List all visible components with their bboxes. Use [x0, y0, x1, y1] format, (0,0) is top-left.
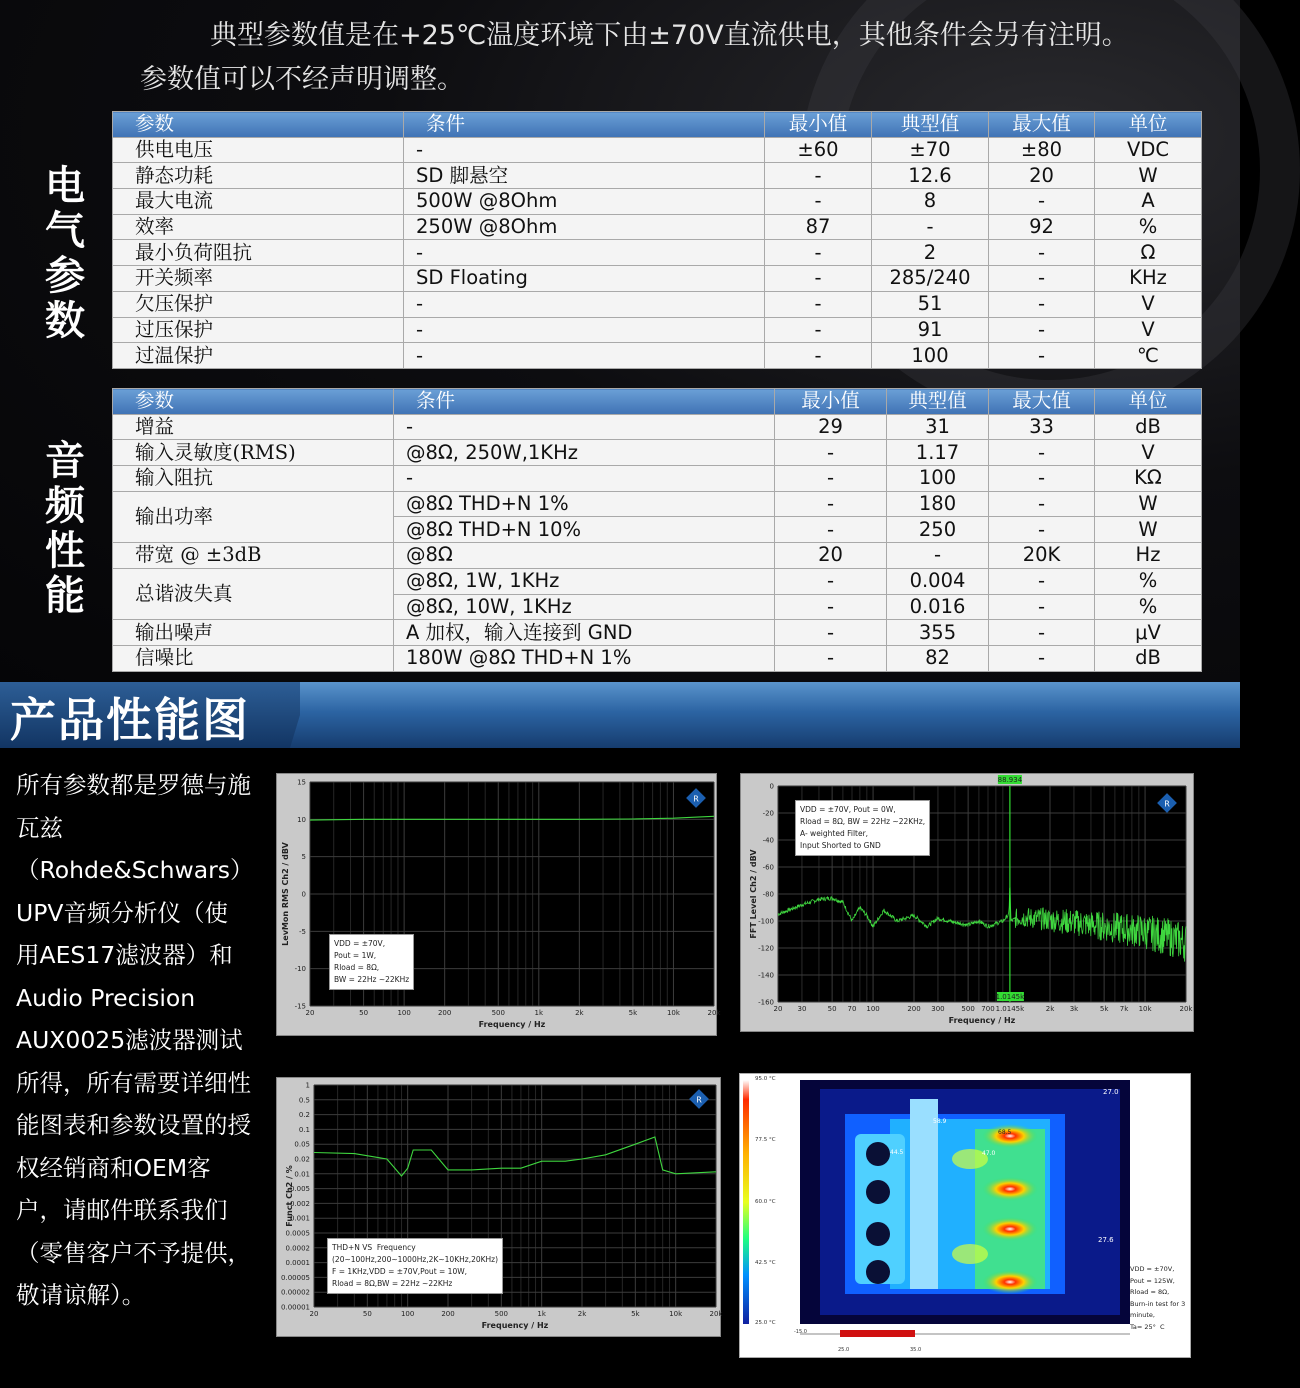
- table-row: [113, 266, 1202, 292]
- marker-top-value: 88.934: [997, 776, 1023, 784]
- y-tick-label: 0.005: [289, 1185, 310, 1194]
- y-tick-label: 0.0002: [285, 1244, 310, 1253]
- col-header-condition: 条件: [394, 389, 775, 415]
- param-cell: 最小负荷阻抗: [113, 240, 404, 266]
- typ-cell: 91: [872, 317, 989, 343]
- typ-cell: 100: [872, 343, 989, 369]
- electrical-params-table: [112, 111, 1202, 369]
- marker-bottom-value: 1.0145k: [995, 993, 1025, 1001]
- x-tick-label: 10k: [1138, 1005, 1152, 1013]
- max-cell: -: [989, 291, 1095, 317]
- param-cell: 开关频率: [113, 266, 404, 292]
- x-axis-label: Frequency / Hz: [481, 1321, 549, 1330]
- col-header-typ: 典型值: [887, 389, 989, 415]
- thermal-image-panel: [739, 1073, 1191, 1358]
- min-cell: -: [775, 645, 887, 671]
- max-cell: -: [989, 466, 1095, 492]
- y-tick-label: 0.0001: [285, 1259, 310, 1268]
- typ-cell: 180: [887, 491, 989, 517]
- x-tick-label: 5k: [631, 1310, 640, 1318]
- thermal-readout: 27.6: [1098, 1236, 1114, 1244]
- chart-note: THD+N VS Frequency (20~100Hz,200~1000Hz,2K~10KHz,20KHz) F = 1KHz,VDD = ±70V,Pout = 10W, Rload = 8Ω,BW = 22Hz ~22KHz: [327, 1238, 503, 1294]
- unit-cell: dB: [1095, 414, 1202, 440]
- unit-cell: KΩ: [1095, 466, 1202, 492]
- unit-cell: dB: [1095, 645, 1202, 671]
- param-cell: 效率: [113, 214, 404, 240]
- intro-line-1: 典型参数值是在+25℃温度环境下由±70V直流供电，其他条件会另有注明。: [210, 20, 1129, 51]
- typ-cell: 8: [872, 189, 989, 215]
- thd-vs-frequency-svg: [277, 1078, 723, 1336]
- y-tick-label: 0.5: [298, 1096, 310, 1105]
- y-tick-label: -20: [762, 809, 774, 818]
- y-tick-label: 5: [301, 853, 306, 862]
- col-header-condition: 条件: [404, 112, 765, 138]
- x-tick-label: 1.0145k: [995, 1005, 1025, 1013]
- unit-cell: W: [1095, 517, 1202, 543]
- y-tick-label: 0.00001: [281, 1303, 310, 1312]
- min-cell: -: [765, 291, 872, 317]
- svg-text:R: R: [696, 1095, 702, 1105]
- min-cell: -: [765, 240, 872, 266]
- min-cell: -: [765, 317, 872, 343]
- x-tick-label: 2k: [575, 1009, 584, 1017]
- param-cell: 输出噪声: [113, 620, 394, 646]
- condition-cell: @8Ω, 250W,1KHz: [394, 440, 775, 466]
- table-row: [113, 343, 1202, 369]
- min-cell: ±60: [765, 137, 872, 163]
- max-cell: -: [989, 343, 1095, 369]
- y-tick-label: 0.0005: [285, 1229, 310, 1238]
- y-tick-label: 0: [301, 890, 306, 899]
- min-cell: -: [765, 163, 872, 189]
- svg-text:R: R: [693, 794, 699, 804]
- x-tick-label: 200: [907, 1005, 921, 1013]
- max-cell: 20K: [989, 543, 1095, 569]
- thermal-readout: 68.5: [998, 1129, 1012, 1136]
- y-tick-label: -100: [758, 917, 774, 926]
- x-tick-label: 20: [309, 1310, 319, 1318]
- thermal-range-label: 25.0: [838, 1347, 850, 1353]
- thermal-scale-label: 77.5 °C: [755, 1137, 776, 1143]
- table-row: [113, 620, 1202, 646]
- thermal-readout: 44.5: [890, 1149, 904, 1156]
- thermal-scale-min: 25.0 °C: [755, 1320, 776, 1326]
- typ-cell: 1.17: [887, 440, 989, 466]
- intro-line-2: 参数值可以不经声明调整。: [140, 64, 464, 95]
- param-cell: 输入灵敏度(RMS): [113, 440, 394, 466]
- min-cell: 87: [765, 214, 872, 240]
- side-char: 气: [45, 207, 85, 254]
- x-tick-label: 500: [491, 1009, 505, 1017]
- unit-cell: Ω: [1095, 240, 1202, 266]
- thermal-scale-label: 60.0 °C: [755, 1199, 776, 1205]
- side-char: 能: [45, 572, 85, 619]
- x-axis-label: Frequency / Hz: [948, 1016, 1016, 1025]
- max-cell: -: [989, 189, 1095, 215]
- y-tick-label: -80: [762, 890, 774, 899]
- y-tick-label: -120: [758, 944, 774, 953]
- x-tick-label: 7k: [1119, 1005, 1129, 1013]
- x-tick-label: 500: [494, 1310, 509, 1318]
- x-tick-label: 20: [773, 1005, 783, 1013]
- y-tick-label: 0.2: [298, 1111, 310, 1120]
- condition-cell: @8Ω, 10W, 1KHz: [394, 594, 775, 620]
- table-row: [113, 240, 1202, 266]
- typ-cell: 0.004: [887, 568, 989, 594]
- side-char: 音: [45, 437, 85, 484]
- frequency-response-chart: [276, 773, 721, 1036]
- unit-cell: %: [1095, 594, 1202, 620]
- x-tick-label: 500: [961, 1005, 975, 1013]
- side-char: 参: [45, 252, 85, 299]
- typ-cell: 51: [872, 291, 989, 317]
- table-row: [113, 214, 1202, 240]
- table-row: [113, 414, 1202, 440]
- max-cell: -: [989, 517, 1095, 543]
- frequency-response-svg: [277, 774, 721, 1035]
- typ-cell: 12.6: [872, 163, 989, 189]
- table-row: [113, 440, 1202, 466]
- side-char: 性: [45, 527, 85, 574]
- unit-cell: W: [1095, 163, 1202, 189]
- thermal-scale-label: 42.5 °C: [755, 1260, 776, 1266]
- unit-cell: V: [1095, 291, 1202, 317]
- col-header-min: 最小值: [775, 389, 887, 415]
- x-tick-label: 50: [827, 1005, 837, 1013]
- condition-cell: -: [404, 137, 765, 163]
- min-cell: -: [775, 568, 887, 594]
- x-tick-label: 5k: [1099, 1005, 1109, 1013]
- table-row: [113, 568, 1202, 594]
- side-char: 频: [45, 482, 85, 529]
- condition-cell: @8Ω: [394, 543, 775, 569]
- x-tick-label: 1k: [534, 1009, 544, 1017]
- x-tick-label: 5k: [628, 1009, 638, 1017]
- unit-cell: %: [1095, 568, 1202, 594]
- x-tick-label: 50: [362, 1310, 372, 1318]
- thermal-readout: 58.9: [933, 1118, 947, 1125]
- col-header-max: 最大值: [989, 112, 1095, 138]
- x-tick-label: 200: [441, 1310, 455, 1318]
- x-tick-label: 200: [437, 1009, 452, 1017]
- typ-cell: 31: [887, 414, 989, 440]
- param-cell: 供电电压: [113, 137, 404, 163]
- audio-params-table: [112, 388, 1202, 672]
- thermal-scale-max: 95.0 °C: [755, 1076, 776, 1082]
- test-description: 所有参数都是罗德与施瓦兹（Rohde&Schwars）UPV音频分析仪（使用AES17滤波器）和Audio Precision AUX0025滤波器测试所得，所有需要详细性能图表和参数设置的授权经销商和OEM客户，请邮件联系我们（零售客户不予提供，敬请谅解）。: [16, 771, 251, 1309]
- max-cell: -: [989, 645, 1095, 671]
- table-row: [113, 466, 1202, 492]
- y-tick-label: -15: [294, 1002, 306, 1011]
- thermal-readout: 47.0: [982, 1150, 996, 1157]
- param-cell: 最大电流: [113, 189, 404, 215]
- y-tick-label: 0.001: [289, 1214, 310, 1223]
- x-tick-label: 1k: [537, 1310, 546, 1318]
- condition-cell: @8Ω THD+N 10%: [394, 517, 775, 543]
- typ-cell: 250: [887, 517, 989, 543]
- y-tick-label: -60: [762, 863, 774, 872]
- rohde-schwarz-logo-icon: [689, 1089, 709, 1109]
- table-row: [113, 645, 1202, 671]
- y-tick-label: 0.00002: [281, 1288, 310, 1297]
- max-cell: -: [989, 266, 1095, 292]
- x-tick-label: 700: [981, 1005, 995, 1013]
- condition-cell: -: [404, 317, 765, 343]
- unit-cell: A: [1095, 189, 1202, 215]
- x-tick-label: 2k: [1045, 1005, 1055, 1013]
- max-cell: 92: [989, 214, 1095, 240]
- x-tick-label: 100: [397, 1009, 411, 1017]
- unit-cell: Hz: [1095, 543, 1202, 569]
- y-axis-label: LevMon RMS Ch2 / dBV: [281, 842, 290, 946]
- spec-section: [0, 0, 1240, 682]
- x-tick-label: 20k: [707, 1009, 721, 1017]
- param-cell: 静态功耗: [113, 163, 404, 189]
- x-tick-label: 100: [400, 1310, 415, 1318]
- thermal-image: [740, 1074, 1190, 1357]
- y-tick-label: 0.1: [298, 1125, 310, 1134]
- thermal-range-label: 35.0: [910, 1347, 922, 1353]
- param-cell: 信噪比: [113, 645, 394, 671]
- condition-cell: -: [394, 466, 775, 492]
- min-cell: -: [775, 440, 887, 466]
- col-header-max: 最大值: [989, 389, 1095, 415]
- min-cell: -: [775, 620, 887, 646]
- condition-cell: -: [404, 240, 765, 266]
- param-cell: 过压保护: [113, 317, 404, 343]
- table-row: [113, 491, 1202, 517]
- y-tick-label: 0.01: [294, 1170, 310, 1179]
- max-cell: -: [989, 440, 1095, 466]
- condition-cell: 180W @8Ω THD+N 1%: [394, 645, 775, 671]
- col-header-unit: 单位: [1095, 112, 1202, 138]
- max-cell: -: [989, 568, 1095, 594]
- y-tick-label: 0: [769, 782, 774, 791]
- unit-cell: KHz: [1095, 266, 1202, 292]
- y-tick-label: -40: [762, 836, 774, 845]
- col-header-unit: 单位: [1095, 389, 1202, 415]
- max-cell: 20: [989, 163, 1095, 189]
- min-cell: 20: [775, 543, 887, 569]
- min-cell: -: [775, 517, 887, 543]
- electrical-side-label: [40, 163, 90, 343]
- y-tick-label: 1: [305, 1081, 310, 1090]
- typ-cell: 355: [887, 620, 989, 646]
- unit-cell: μV: [1095, 620, 1202, 646]
- typ-cell: 82: [887, 645, 989, 671]
- unit-cell: VDC: [1095, 137, 1202, 163]
- x-tick-label: 2k: [577, 1310, 587, 1318]
- max-cell: -: [989, 491, 1095, 517]
- y-tick-label: 0.05: [294, 1140, 310, 1149]
- rohde-schwarz-logo-icon: [1157, 793, 1177, 813]
- param-cell: 过温保护: [113, 343, 404, 369]
- banner-title: 产品性能图: [10, 693, 250, 747]
- unit-cell: %: [1095, 214, 1202, 240]
- condition-cell: SD Floating: [404, 266, 765, 292]
- condition-cell: -: [394, 414, 775, 440]
- col-header-param: 参数: [113, 389, 394, 415]
- intro-text: [140, 14, 1230, 102]
- x-tick-label: 20: [305, 1009, 315, 1017]
- svg-text:R: R: [1164, 799, 1170, 809]
- typ-cell: -: [887, 543, 989, 569]
- condition-cell: 250W @8Ohm: [404, 214, 765, 240]
- x-tick-label: 3k: [1069, 1005, 1079, 1013]
- x-tick-label: 100: [866, 1005, 880, 1013]
- min-cell: -: [765, 189, 872, 215]
- param-cell: 欠压保护: [113, 291, 404, 317]
- chart-note: VDD = ±70V, Pout = 0W, Rload = 8Ω, BW = 22Hz ~22KHz, A- weighted Filter, Input Shorted to GND: [795, 800, 930, 856]
- condition-cell: SD 脚悬空: [404, 163, 765, 189]
- side-char: 数: [45, 297, 85, 344]
- thermal-note: VDD = ±70V, Pout = 125W, Rload = 8Ω, Burn-in test for 3 minute, Ta= 25° C: [1130, 1264, 1188, 1333]
- chart-note: VDD = ±70V, Pout = 1W, Rload = 8Ω, BW = 22Hz ~22KHz: [329, 934, 414, 990]
- y-tick-label: 15: [297, 778, 306, 787]
- x-tick-label: 50: [359, 1009, 369, 1017]
- x-tick-label: 20k: [709, 1310, 723, 1318]
- thd-vs-frequency-chart: [276, 1077, 721, 1337]
- condition-cell: A 加权，输入连接到 GND: [394, 620, 775, 646]
- x-tick-label: 70: [847, 1005, 857, 1013]
- max-cell: -: [989, 240, 1095, 266]
- y-tick-label: 0.00005: [281, 1273, 310, 1282]
- section-banner: [0, 682, 1240, 748]
- table-row: [113, 317, 1202, 343]
- y-tick-label: 10: [297, 815, 306, 824]
- max-cell: -: [989, 594, 1095, 620]
- audio-side-label: [40, 438, 90, 618]
- y-tick-label: -10: [294, 965, 306, 974]
- table-row: [113, 543, 1202, 569]
- condition-cell: @8Ω THD+N 1%: [394, 491, 775, 517]
- condition-cell: -: [404, 343, 765, 369]
- col-header-param: 参数: [113, 112, 404, 138]
- table-row: [113, 291, 1202, 317]
- condition-cell: -: [404, 291, 765, 317]
- max-cell: -: [989, 317, 1095, 343]
- table-row: [113, 163, 1202, 189]
- unit-cell: V: [1095, 440, 1202, 466]
- min-cell: 29: [775, 414, 887, 440]
- x-tick-label: 10k: [669, 1310, 683, 1318]
- y-axis-label: Funct Ch2 / %: [285, 1165, 294, 1227]
- x-tick-label: 30: [797, 1005, 807, 1013]
- y-tick-label: -5: [299, 927, 306, 936]
- table-row: [113, 137, 1202, 163]
- typ-cell: 0.016: [887, 594, 989, 620]
- y-axis-label: FFT Level Ch2 / dBV: [749, 849, 758, 939]
- y-tick-label: 0.02: [294, 1155, 310, 1164]
- table-row: [113, 189, 1202, 215]
- side-char: 电: [45, 162, 85, 209]
- col-header-typ: 典型值: [872, 112, 989, 138]
- typ-cell: 285/240: [872, 266, 989, 292]
- param-cell: 输出功率: [113, 491, 394, 542]
- typ-cell: 100: [887, 466, 989, 492]
- param-cell: 总谐波失真: [113, 568, 394, 619]
- param-cell: 输入阻抗: [113, 466, 394, 492]
- y-tick-label: 0.002: [289, 1199, 310, 1208]
- typ-cell: ±70: [872, 137, 989, 163]
- noise-fft-chart: [740, 773, 1194, 1032]
- min-cell: -: [765, 266, 872, 292]
- condition-cell: @8Ω, 1W, 1KHz: [394, 568, 775, 594]
- y-tick-label: -160: [758, 998, 774, 1007]
- unit-cell: V: [1095, 317, 1202, 343]
- x-axis-label: Frequency / Hz: [478, 1020, 546, 1029]
- min-cell: -: [775, 594, 887, 620]
- unit-cell: ℃: [1095, 343, 1202, 369]
- param-cell: 增益: [113, 414, 394, 440]
- typ-cell: -: [872, 214, 989, 240]
- typ-cell: 2: [872, 240, 989, 266]
- max-cell: ±80: [989, 137, 1095, 163]
- condition-cell: 500W @8Ohm: [404, 189, 765, 215]
- max-cell: -: [989, 620, 1095, 646]
- min-cell: -: [765, 343, 872, 369]
- unit-cell: W: [1095, 491, 1202, 517]
- col-header-min: 最小值: [765, 112, 872, 138]
- min-cell: -: [775, 466, 887, 492]
- y-tick-label: -140: [758, 971, 774, 980]
- thermal-readout: 27.0: [1103, 1088, 1119, 1096]
- x-tick-label: 20k: [1179, 1005, 1193, 1013]
- rohde-schwarz-logo-icon: [686, 788, 706, 808]
- max-cell: 33: [989, 414, 1095, 440]
- param-cell: 带宽 @ ±3dB: [113, 543, 394, 569]
- x-tick-label: 300: [931, 1005, 945, 1013]
- x-tick-label: 10k: [666, 1009, 680, 1017]
- min-cell: -: [775, 491, 887, 517]
- thermal-range-label: -15.0: [794, 1329, 807, 1335]
